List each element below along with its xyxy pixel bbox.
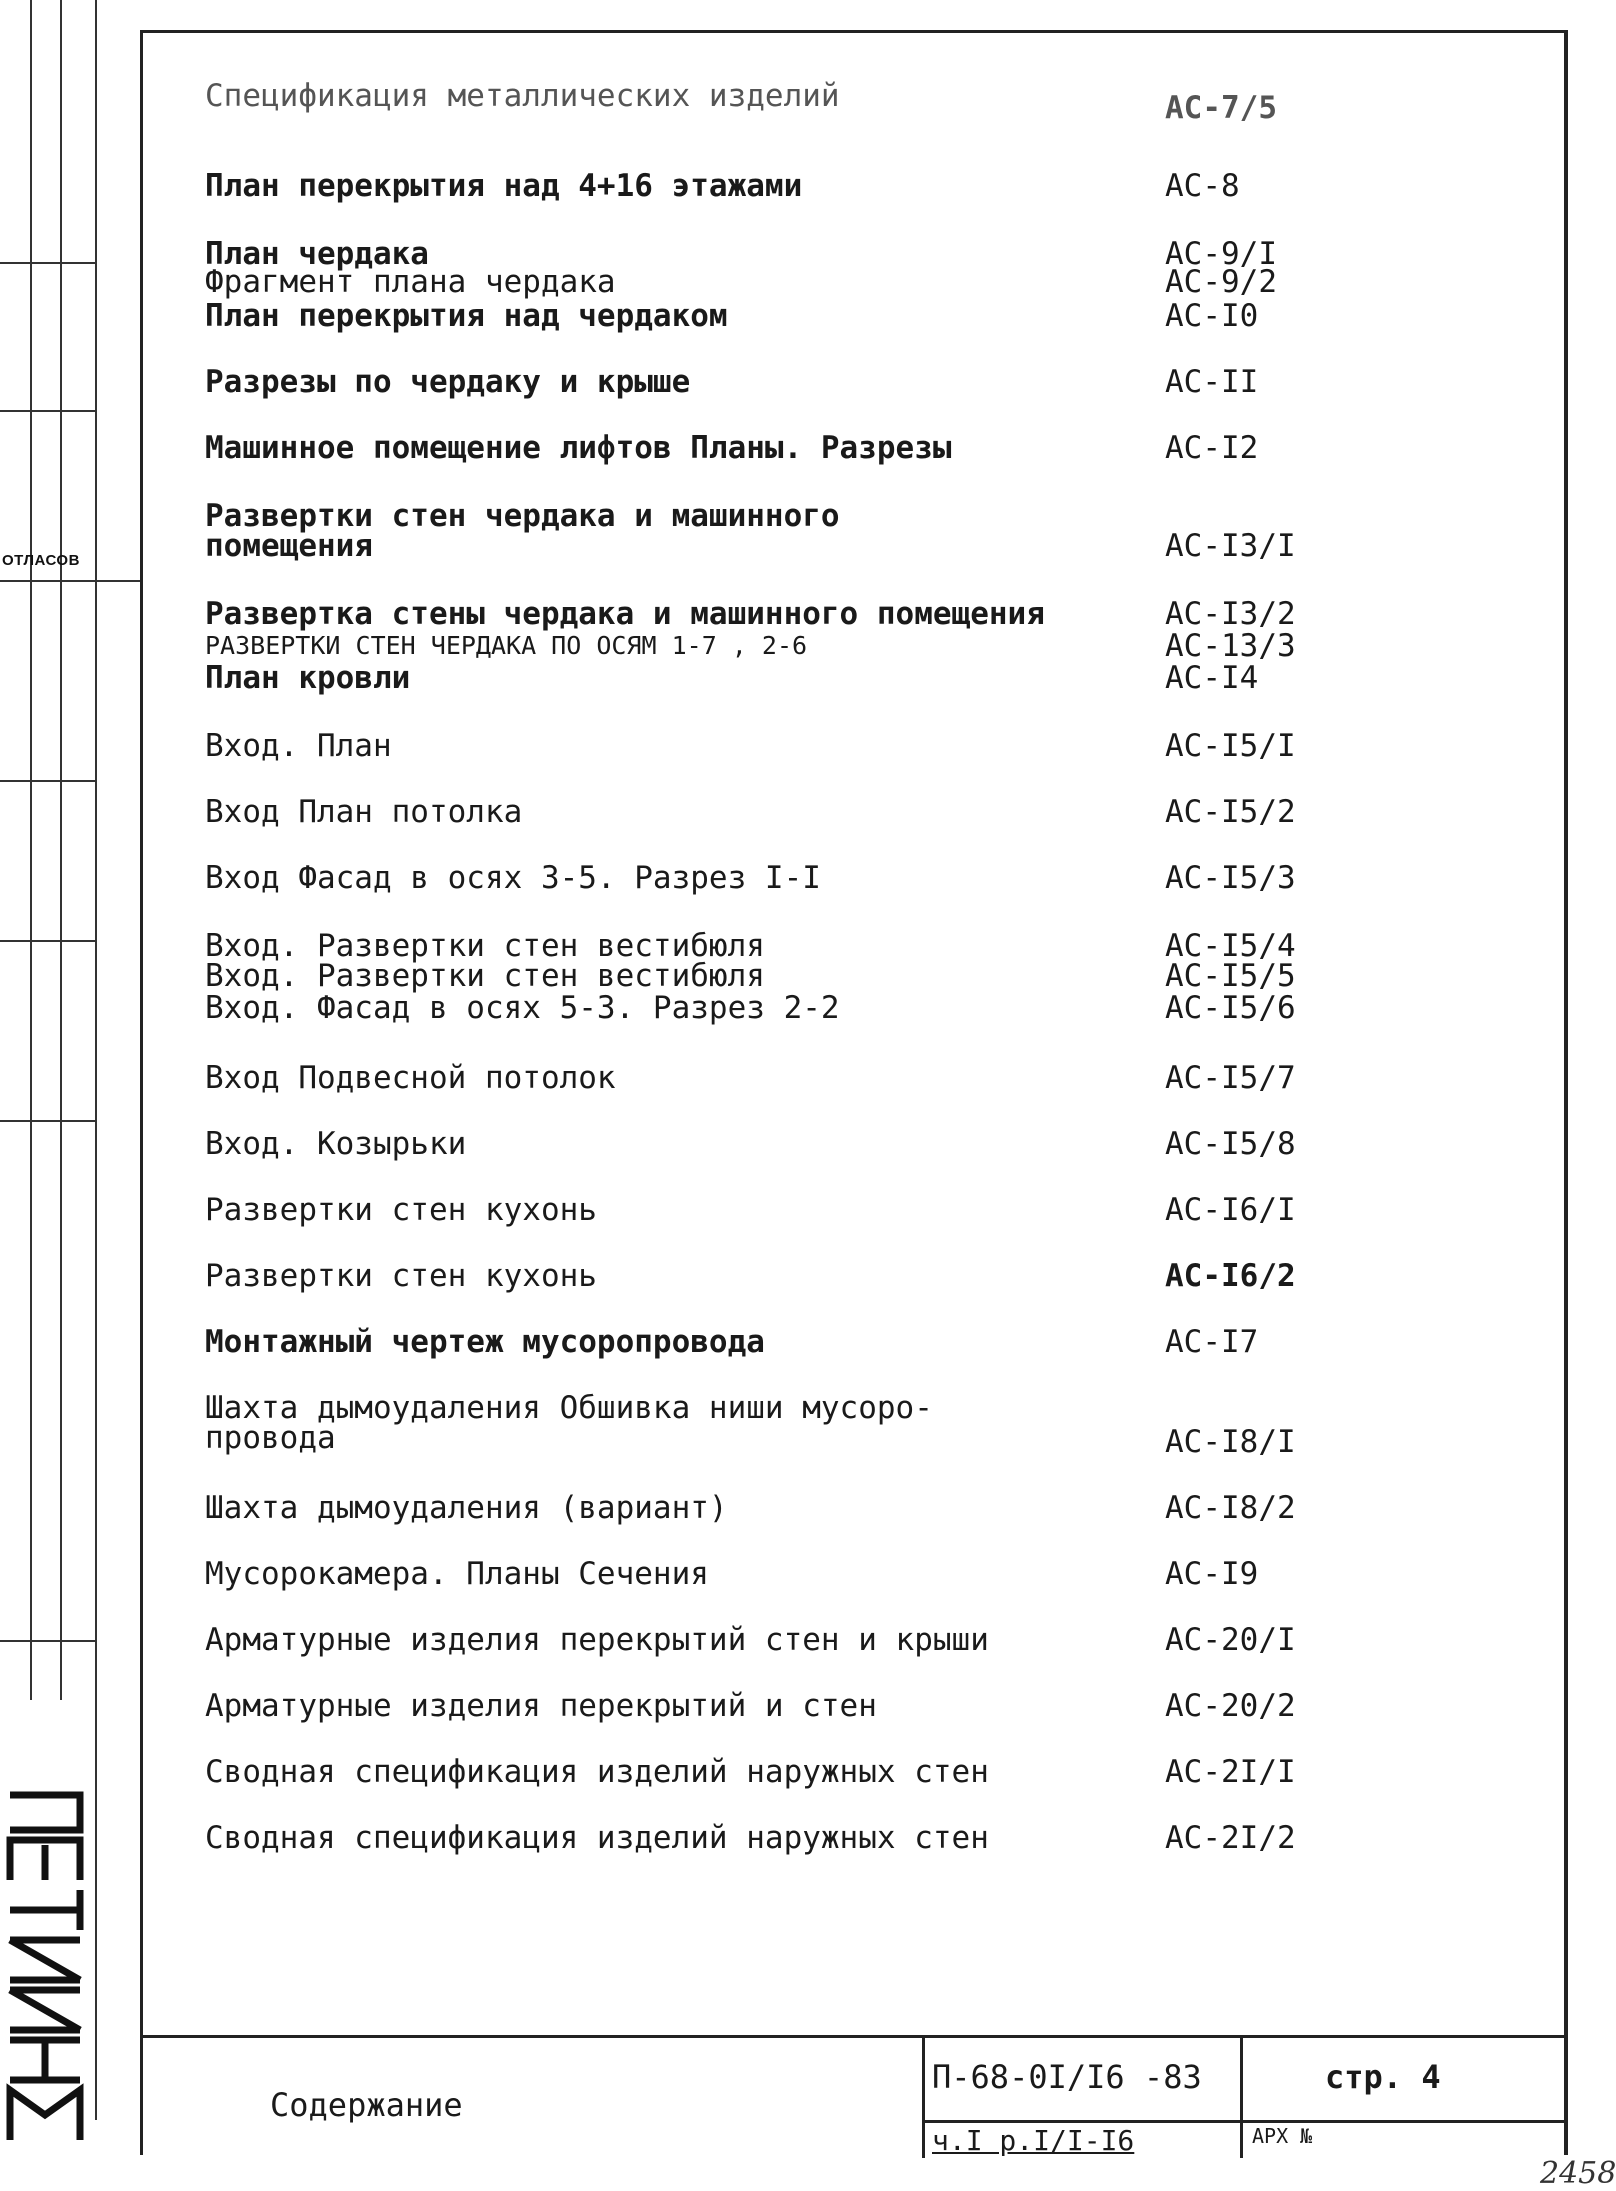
toc-title: План перекрытия над 4+16 этажами [205, 168, 803, 204]
title-block [140, 2035, 1616, 2191]
toc-title: План кровли [205, 660, 411, 696]
stamp-label: ОТЛАСОВ [2, 552, 80, 569]
toc-code: АС-9/I [1165, 236, 1277, 272]
toc-title: Шахта дымоудаления Обшивка ниши мусоро- [205, 1390, 933, 1426]
toc-code: АС-2I/I [1165, 1754, 1296, 1790]
toc-code: АС-I8/2 [1165, 1490, 1296, 1526]
toc-code: АС-20/2 [1165, 1688, 1296, 1724]
toc-title: Мусорокамера. Планы Сечения [205, 1556, 709, 1592]
toc-title: Развертки стен кухонь [205, 1192, 597, 1228]
toc-title: Развертки стен чердака и машинного [205, 498, 840, 534]
toc-title: Развертки стен кухонь [205, 1258, 597, 1294]
toc-title-cont: помещения [205, 528, 373, 564]
toc-code: АС-I3/2 [1165, 596, 1296, 632]
toc-code: АС-I8/I [1165, 1424, 1296, 1460]
toc-title: Спецификация металлических изделий [205, 78, 840, 114]
part-label: ч.I р.I/I-I6 [932, 2124, 1135, 2157]
toc-title: Сводная спецификация изделий наружных стен [205, 1754, 989, 1790]
toc-title: Сводная спецификация изделий наружных стен [205, 1820, 989, 1856]
page-label: стр. 4 [1325, 2058, 1441, 2096]
toc-title: Монтажный чертеж мусоропровода [205, 1324, 765, 1360]
toc-code: АС-I5/I [1165, 728, 1296, 764]
toc-title: Вход Фасад в осях 3-5. Разрез I-I [205, 860, 821, 896]
toc-title: Арматурные изделия перекрытий стен и крыши [205, 1622, 989, 1658]
toc-code: АС-I5/7 [1165, 1060, 1296, 1096]
toc-code: АС-I4 [1165, 660, 1259, 696]
toc-code: АС-I0 [1165, 298, 1259, 334]
toc-title: Фрагмент плана чердака [205, 264, 616, 300]
toc-code: АС-I2 [1165, 430, 1259, 466]
toc-code: АС-I6/2 [1165, 1258, 1296, 1294]
toc-title: Развертка стены чердака и машинного помещения [205, 596, 1045, 632]
sheet-name: Содержание [270, 2086, 463, 2124]
toc-title: Вход Подвесной потолок [205, 1060, 616, 1096]
toc-code: АС-20/I [1165, 1622, 1296, 1658]
toc-code: АС-I3/I [1165, 528, 1296, 564]
toc-title: Арматурные изделия перекрытий и стен [205, 1688, 877, 1724]
toc-title: План перекрытия над чердаком [205, 298, 728, 334]
toc-title: Вход. Козырьки [205, 1126, 467, 1162]
toc-code: АС-I5/3 [1165, 860, 1296, 896]
archive-label: АРХ № [1252, 2124, 1313, 2148]
toc-code: АС-13/3 [1165, 628, 1296, 664]
toc-code: АС-I7 [1165, 1324, 1259, 1360]
left-margin-strip [0, 0, 140, 2185]
archive-number: 2458 [1540, 2156, 1616, 2191]
toc-title: Машинное помещение лифтов Планы. Разрезы [205, 430, 952, 466]
toc-title: Разрезы по чердаку и крыше [205, 364, 691, 400]
toc-code: АС-7/5 [1165, 90, 1277, 126]
toc-title: Вход. Фасад в осях 5-3. Разрез 2-2 [205, 990, 840, 1026]
project-code: П-68-0I/I6 -83 [932, 2058, 1202, 2096]
toc-code: АС-I5/4 [1165, 928, 1296, 964]
toc-title: Вход. Развертки стен вестибюля [205, 928, 765, 964]
toc-title: Вход План потолка [205, 794, 523, 830]
toc-code: АС-I5/6 [1165, 990, 1296, 1026]
toc-code: АС-I5/2 [1165, 794, 1296, 830]
toc-code: АС-II [1165, 364, 1259, 400]
toc-title: Вход. Развертки стен вестибюля [205, 958, 765, 994]
toc-code: АС-8 [1165, 168, 1240, 204]
toc-code: АС-I9 [1165, 1556, 1259, 1592]
toc-code: АС-9/2 [1165, 264, 1277, 300]
institute-logo [0, 1790, 95, 2145]
toc-title-cont: провода [205, 1420, 336, 1456]
toc-code: АС-I5/5 [1165, 958, 1296, 994]
toc-title: План чердака [205, 236, 429, 272]
toc-title: РАЗВЕРТКИ СТЕН ЧЕРДАКА ПО ОСЯМ 1-7 , 2-6 [205, 631, 808, 660]
toc-code: АС-I6/I [1165, 1192, 1296, 1228]
toc-code: АС-2I/2 [1165, 1820, 1296, 1856]
toc-title: Шахта дымоудаления (вариант) [205, 1490, 728, 1526]
toc-title: Вход. План [205, 728, 392, 764]
toc-code: АС-I5/8 [1165, 1126, 1296, 1162]
